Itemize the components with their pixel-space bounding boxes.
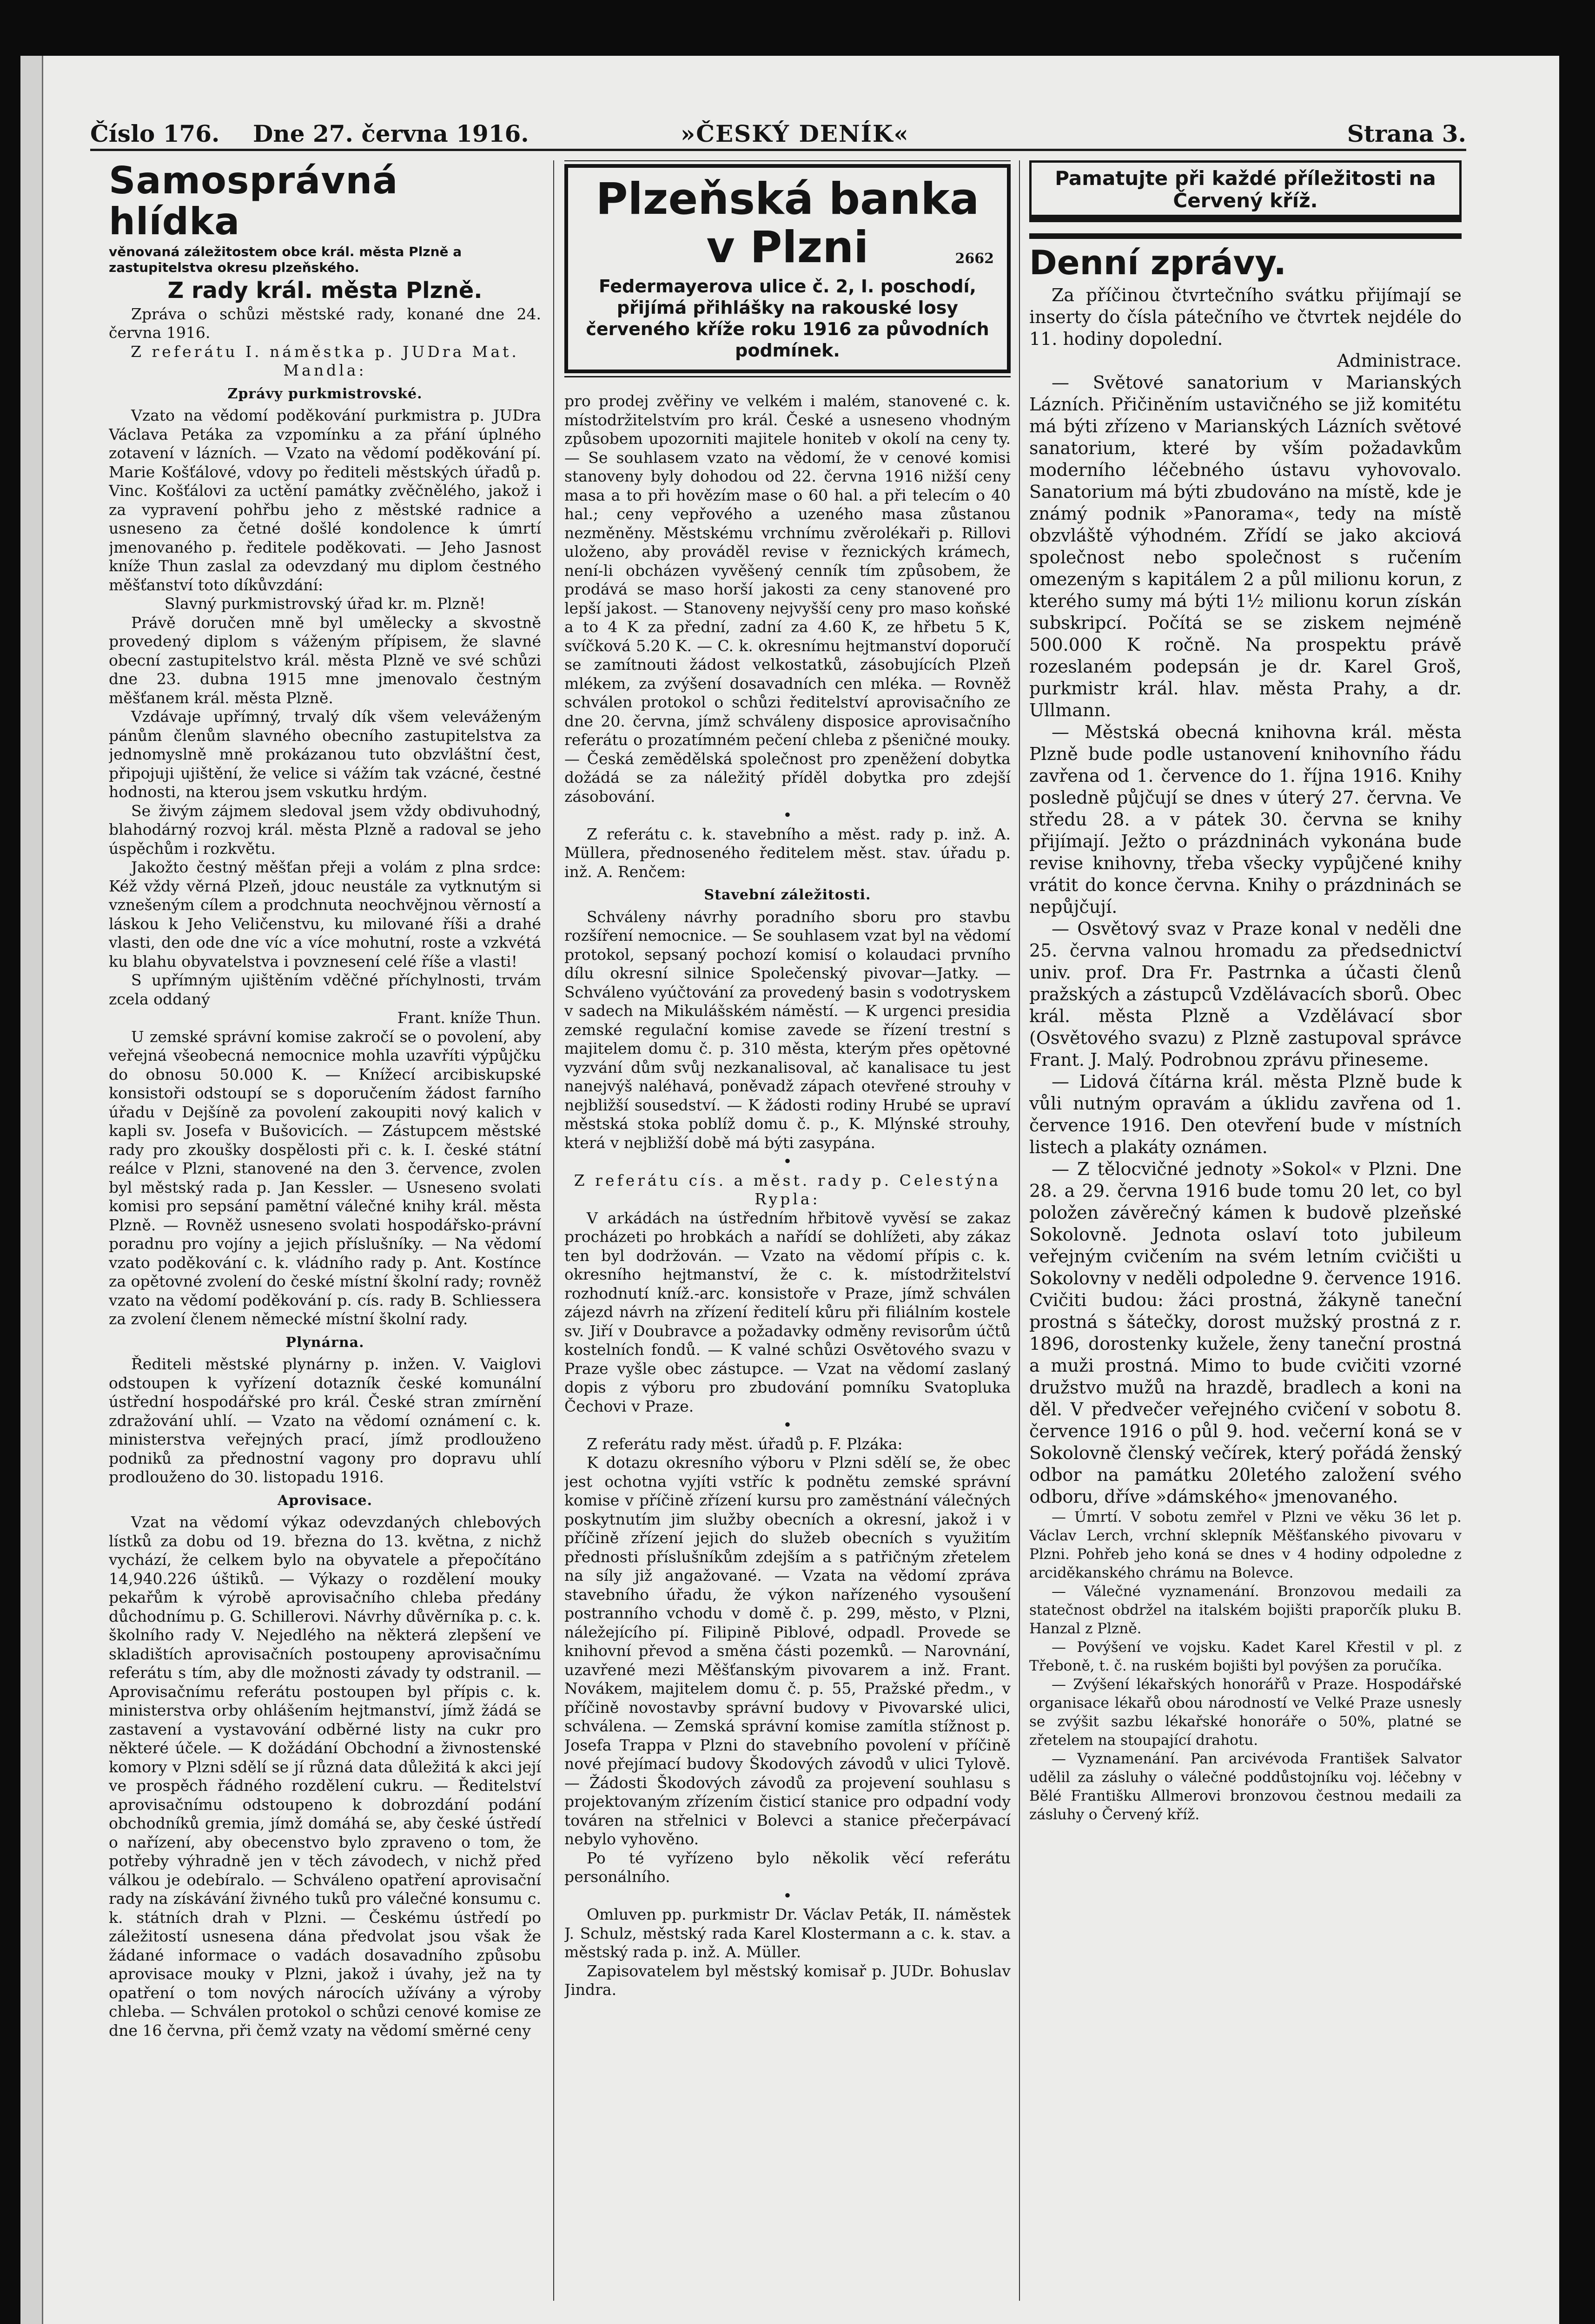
paragraph: K dotazu okresního výboru v Plzni sdělí se, že obec jest ochotna vyjíti vstříc k podnětu zemské správní komise v příčině zřízení kursu pro zaměstnání válečných poskytnutím jim služby obecních a okresní, jakož i v příčině zřízení jejich do služeb obecních s využitím přednosti příslušníkům zdejším a s patřičným zřetelem na síly již angažované. — Vzata na vědomí zpráva stavebního úřadu, že výkon nařízeného vysoušení postranního vchodu v domě č. p. 299, město, v Plzni, náležejícího pí. Filipině Piblové, odpadl. Provede se knihovní převod a směna části pozemků. — Narovnání, uzavřené mezi Měšťanským pivovarem a inž. Frant. Novákem, majitelem domu č. p. 55, Pražské předm., v příčině novostavby správní budovy v Pivovarské ulici, schválena. — Zemská správní komise zamítla stížnost p. Josefa Trappa v Plzni do stavebního povolení v příčině nové přejímací budovy Škodových závodů v ulici Tylově. — Žádosti Škodových závodů za projevení souhlasu s projektovaným zřízením čisticí stanice pro odpadní vody továren na střelnici v Bolevci a stanice přečerpávací nebylo vyhověno. [564,1453,1011,1848]
paragraph: Vzat na vědomí výkaz odevzdaných chlebových lístků za dobu od 19. března do 13. května, z nichž vychází, že celkem bylo na obyvatele a přepočítáno 14,940.226 úštiků. — Výkazy o rozdělení mouky pekařům k výrobě aprovisačního chleba předány důchodnímu p. G. Schillerovi. Návrhy důvěrníka p. c. k. školního rady V. Nejedlého na některá zlepšení ve skladištích aprovisačních postoupeny aprovisačnímu referátu s tím, aby dle možnosti závady ty odstranil. — Aprovisačnímu referátu postoupen byl přípis c. k. ministerstva orby ohlášením hejtmanství, jímž žádá se zastavení a vystavování odběrné listy na cukr pro některé účele. — K dožádání Obchodní a živnostenské komory v Plzni sdělí se jí různá data důležitá k akci její ve prospěch řádného rozdělení cukru. — Ředitelství aprovisačnímu odstoupeno k dobrozdání podání obchodníků gremia, jímž domáhá se, aby české ústředí o nařízení, aby obecenstvo bylo zpraveno o tom, že potřeby výhradně jen v těch závodech, v nichž před válkou je odebíralo. — Schváleno opatření aprovisační rady na získávání živného tuků pro válečné konsumu c. k. státních drah v Plzni. — Českému ústředí po záležitostí usnesena dána předvolat jsou však že žádané informace o vadách dosavadního způsobu aprovisace mouky v Plzni, jakož i úvahy, jež na ty opatření o tom nových nárocích užívány a výroby chleba. — Schválen protokol o schůzi cenové komise ze dne 16 června, při čemž vzaty na vědomí směrné ceny [109,1513,541,2040]
paragraph: Po té vyřízeno bylo několik věcí referátu personálního. [564,1849,1011,1886]
news-item: — Z tělocvičné jednoty »Sokol« v Plzni. Dne 28. a 29. června 1916 bude tomu 20 let, co byl položen závěrečný kámen k budově plzeňské Sokolovně. Jednota oslaví toto jubileum veřejným cvičením na svém letním cvičišti u Sokolovny v neděli odpoledne 9. července 1916. Cvičiti budou: žáci prostná, žákyně taneční prostná s šátečky, dorost mužský prostná z r. 1896, dorostenky kužele, ženy taneční prostná a muži prostná. Mimo to bude cvičiti vzorné družstvo mužů na hrazdě, bradlech a koni na děl. V předvečer veřejného cvičení v sobotu 8. července 1916 o půl 9. hod. večerní koná se v Sokolovně členský večírek, který pořádá ženský odbor na památku 20letého založení svého odboru, dříve »dámského« jmenovaného. [1029,1159,1462,1507]
ad-title: Plzeňská banka v Plzni [596,174,980,273]
subheading: Z rady král. města Plzně. [167,277,483,304]
heading-aprovisace: Aprovisace. [277,1492,373,1509]
separator: • [783,1152,792,1170]
paragraph: Vzato na vědomí poděkování purkmistra p. JUDra Václava Petáka za vzpomínku a za přání úplného zotavení v lázních. — Vzato na vědomí poděkování pí. Marie Košťálové, vdovy po řediteli městských úřadů p. Vinc. Košťálovi za uctění památky zvěčnělého, jakož i za vypravení pohřbu jeho z městské radnice a usneseno za četné došlé kondolence k úmrtí jmenovaného p. ředitele poděkovati. — Jeho Jasnost kníže Thun zaslal za odevzdaný mu diplom čestného měšťanství toto díkůvzdání: [109,406,541,594]
column-right [1029,160,1462,2301]
paragraph: V arkádách na ústředním hřbitově vyvěsí se zakaz procházeti po hrobkách a nařídí se dohlížeti, aby zákaz ten byl dodržován. — Vzato na vědomí přípis c. k. okresního hejtmanství, že c. k. místodržitelství rozhodnutí kníž.-arc. konsistoře v Praze, jímž schválen zájezd návrh na zřízení ředitelí kůru při filiálním kostele sv. Jiří v Doubravce a požadavky odměny revisorům účtů kostelních fondů. — K valné schůzi Osvětového svazu v Praze vyšle obec zástupce. — Vzat na vědomí zaslaný dopis z výboru pro zbudování pomníku Svatopluka Čechovi v Praze. [564,1208,1011,1415]
newspaper-title: »ČESKÝ DENÍK« [681,120,909,147]
column-rule [553,160,554,2301]
section-title: Denní zprávy. [1029,233,1462,282]
paragraph: Schváleny návrhy poradního sboru pro stavbu rozšíření nemocnice. — Se souhlasem vzat byl na vědomí protokol, sepsaný pochozí komisí o kolaudaci prvního dílu okresní silnice Společenský pivovar—Jatky. — Schváleno vyúčtování za provedený basin s vodotryskem v sadech na Mikulášském náměstí. — K urgenci presidia zemské regulační komise zavede se řízení trestní s majitelem domu č. p. 310 města, kterým přes opětovné vyzvání dům svůj nezkanalisoval, ač kanalisace tu jest nanejvýš naléhavá, poněvadž zápach otevřené strouhy v nejbližší sousedství. — K žádosti rodiny Hrubé se upraví městská stoka poblíž domu č. p., K. Mlýnské strouhy, která v nejbližší době má býti zasypána. [564,907,1011,1152]
news-item: — Lidová čítárna král. města Plzně bude k vůli nutným opravám a úklidu zavřena od 1. července 1916. Den otevření bude v místních listech a plakáty oznámen. [1029,1071,1462,1157]
news-item: — Válečné vyznamenání. Bronzovou medaili za statečnost obdržel na italském bojišti praporčík pluku B. Hanzal z Plzně. [1029,1583,1462,1637]
letter-paragraph: Jakožto čestný měšťan přeji a volám z plna srdce: Kéž vždy věrná Plzeň, jdouc neustále za vytknutým si vznešeným cílem a prodchnuta neochvějnou věrností a láskou k Jeho Veličenstvu, ku milované říši a drahé vlasti, den ode dne víc a více mohutní, roste a vzkvétá ku blahu obyvatelstva i povznesení celé říše a vlasti! [109,858,541,971]
news-item: — Vyznamenání. Pan arcivévoda František Salvator udělil za zásluhy o válečné poddůstojníku voj. léčebny v Bělé Františku Allmerovi bronzovou čestnou medaili za zásluhy o Červený kříž. [1029,1750,1462,1823]
news-item: — Zvýšení lékařských honorářů v Praze. Hospodářské organisace lékařů obou národností ve Velké Praze usnesly se zvýšit sazbu lékařské honoráře o 50%, platné se zřetelem na stoupající drahotu. [1029,1676,1462,1749]
column-left [109,160,541,2301]
referent-line: Z referátu cís. a měst. rady p. Celestýna Rypla: [574,1171,1001,1208]
heading-stavebni: Stavební záležitosti. [704,887,871,903]
paragraph: Řediteli městské plynárny p. inžen. V. Vaiglovi odstoupen k vyřízení dotazník české komunální ústřední hospodářské pro král. České stran zmírnění zdražování uhlí. — Vzato na vědomí oznámení c. k. ministerstva veřejných prací, jímž prodlouženo podniků za přednostní vagony pro dopravu uhlí prodlouženo do 30. listopadu 1916. [109,1355,541,1486]
column-middle [564,160,1011,2301]
paragraph: Omluven pp. purkmistr Dr. Václav Peták, II. náměstek J. Schulz, městský rada Karel Klostermann a c. k. stav. a městský rada p. inž. A. Müller. [564,1905,1011,1961]
referent-line: Z referátu I. náměstka p. JUDra Mat. Mandla: [131,342,519,379]
section-title: Samosprávná hlídka [109,160,398,243]
letter-paragraph: Vzdávaje upřímný, trvalý dík všem veleváženým pánům členům slavného obecního zastupitelstva za jednomyslně mně prokázanou tuto obzvláštní čest, připojuji ujištění, že velice si vážím tak vzácné, čestné hodnosti, na kterou jsem vskutku hrdým. [109,707,541,801]
paragraph: pro prodej zvěřiny ve velkém i malém, stanovené c. k. místodržitelstvím pro král. České a usneseno vhodným způsobem upozorniti majitele honiteb v okolí na ceny ty. — Se souhlasem vzato na vědomí, že v cenové komisi stanoveny byly dohodou od 22. června 1916 nižší ceny masa a to při hovězím mase o 60 hal. a při telecím o 40 hal.; ceny vepřového a uzeného masa zůstanou nezměněny. Městskému vrchnímu zvěrolékaři p. Rillovi uloženo, aby prováděl revise v řeznických krámech, není-li obcházen vyvěšený cenník tím způsobem, že prodává se maso horší jakosti za ceny stanovené pro lepší jakost. — Stanoveny nejvyšší ceny pro maso koňské a to 4 K za přední, zadní za 4.60 K, ze hřbetu 5 K, svíčková 5.20 K. — C. k. okresnímu hejtmanství doporučí se zamítnouti žádost velkostatků, zásobujících Plzeň mlékem, za zvýšení dosavadních cen mléka. — Rovněž schválen protokol o schůzi ředitelství aprovisačního ze dne 20. června, jímž schváleny disposice aprovisačního referátu o prozatímném pečení chleba z pšeničné mouky. — Česká zemědělská společnost pro zpeněžení dobytka dožádá se za náležitý příděl dobytka pro zdejší zásobování. [564,392,1011,805]
section-subtitle: věnovaná záležitostem obce král. města Plzně a zastupitelstva okresu plzeňského. [109,244,462,275]
letter-paragraph: S upřímným ujištěním vděčné příchylnosti, trvám zcela oddaný [109,971,541,1008]
letter-salutation: Slavný purkmistrovský úřad kr. m. Plzně! [164,594,486,613]
page-number: Strana 3. [1347,120,1466,147]
separator: • [783,806,792,824]
news-item: — Úmrtí. V sobotu zemřel v Plzni ve věku 36 let p. Václav Lerch, vrchní sklepník Měšťanského pivovaru v Plzni. Pohřeb jeho koná se dnes v 4 hodiny odpoledne z arciděkanského chrámu na Bolevce. [1029,1509,1462,1581]
news-item: — Povýšení ve vojsku. Kadet Karel Křestil v pl. z Třeboně, t. č. na ruském bojišti byl povýšen za poručíka. [1029,1639,1462,1674]
administration-signature: Administrace. [1337,350,1462,371]
referent-line: Z referátu c. k. stavebního a měst. rady p. inž. A. Müllera, přednoseného ředitelem měst. stav. úřadu p. inž. A. Renčem: [564,825,1011,881]
column-rule [1019,160,1020,2301]
ad-code: 2662 [955,251,994,267]
letter-paragraph: Se živým zájmem sledoval jsem vždy obdivuhodný, blahodárný rozvoj král. města Plzně a radoval se jeho úspěchům i rozkvětu. [109,801,541,858]
news-item: — Světové sanatorium v Marianských Lázních. Přičiněním ustavičného se již komitétu má býti zřízeno v Marianských Lázních světové sanatorium, které by vším požadavkům moderního léčebného ústavu vyhovovalo. Sanatorium má býti zbudováno na místě, kde je známý podnik »Panorama«, tedy na místě obzvláště výhodném. Zřídí se jako akciová společnost nebo společnost s ručením omezeným s kapitálem 2 a půl milionu korun, z kterého sumy má býti 1½ milionu korun získán subskripcí. Počítá se se ziskem nejméně 500.000 K ročně. Na prospektu právě rozeslaném podepsán je dr. Karel Groš, purkmistr král. hlav. města Prahy, a dr. Ullmann. [1029,372,1462,720]
signature: Frant. kníže Thun. [397,1009,541,1027]
red-cross-notice: Pamatujte při každé příležitosti na Červený kříž. [1029,160,1462,222]
paragraph: U zemské správní komise zakročí se o povolení, aby veřejná všeobecná nemocnice mohla uzavříti výpůjčku do obnosu 50.000 K. — Knížecí arcibiskupské konsistoři odstoupí se s doporučením žádost farního úřadu v Dejšíně za povolení zakoupiti nový kalich v kapli sv. Josefa v Bušovicích. — Zástupcem městské rady pro zkoušky dospělosti při c. k. I. české státní reálce v Plzni, stanovené na den 3. července, zvolen byl městský rada p. Jan Kessler. — Usneseno svolati komisi pro sepsání pamětní válečné knihy král. města Plzně. — Rovněž usneseno svolati hospodářsko-právní poradnu pro vojíny a jejich příslušníky. — Na vědomí vzato poděkování c. k. vládního rady p. Ant. Kostínce za opětovné zvolení do české místní školní rady; rovněž vzato na vědomí poděkování p. cís. rady B. Schliessera za zvolení členem německé místní školní rady. [109,1027,541,1328]
letter-paragraph: Právě doručen mně byl umělecky a skvostně provedený diplom s váženým přípisem, že slavné obecní zastupitelstvo král. města Plzně ve své schůzi dne 23. dubna 1915 mne jmenovalo čestným měšťanem král. města Plzně. [109,613,541,707]
news-item: — Osvětový svaz v Praze konal v neděli dne 25. června valnou hromadu za předsednictví univ. prof. Dra Fr. Pastrnka a účasti členů pražských a zástupců Vzdělávacích sborů. Obec král. města Plzně a Vzdělávací sbor (Osvětového svazu) z Plzně zastupoval správce Frant. J. Malý. Podrobnou zprávu přineseme. [1029,918,1462,1070]
heading-purkmistr: Zprávy purkmistrovské. [227,385,423,402]
issue-date: Dne 27. června 1916. [253,120,529,147]
paragraph: Za příčinou čtvrtečního svátku přijímají se inserty do čísla pátečního ve čtvrtek nejdéle do 11. hodiny dopolední. [1029,285,1462,349]
report-intro: Zpráva o schůzi městské rady, konané dne 24. června 1916. [109,304,541,342]
paragraph: Zapisovatelem byl městský komisař p. JUDr. Bohuslav Jindra. [564,1961,1011,1999]
separator: • [783,1416,792,1434]
news-item: — Městská obecná knihovna král. města Plzně bude podle ustanovení knihovního řádu zavřena od 1. července do 1. října 1916. Knihy posledně půjčují se dnes v úterý 27. června. Ve středu 28. a v pátek 30. června se knihy přijímají. Ježto o prázdninách vykonána bude revise knihovny, třeba všecky vypůjčené knihy vrátit do konce června. Knihy o prázdninách se nepůjčují. [1029,722,1462,917]
heading-plynarna: Plynárna. [285,1334,364,1351]
newspaper-page [20,56,1559,2324]
separator: • [783,1886,792,1905]
issue-number: Číslo 176. [90,120,220,147]
referent-line: Z referátu rady měst. úřadů p. F. Plzáka: [587,1434,903,1453]
ad-text: Federmayerova ulice č. 2, I. poschodí, přijímá přihlášky na rakouské losy červeného kříže roku 1916 za původních podmínek. [586,276,989,361]
bank-advertisement [564,164,1011,373]
binding-gutter [20,56,43,2324]
page-header [90,116,1466,151]
